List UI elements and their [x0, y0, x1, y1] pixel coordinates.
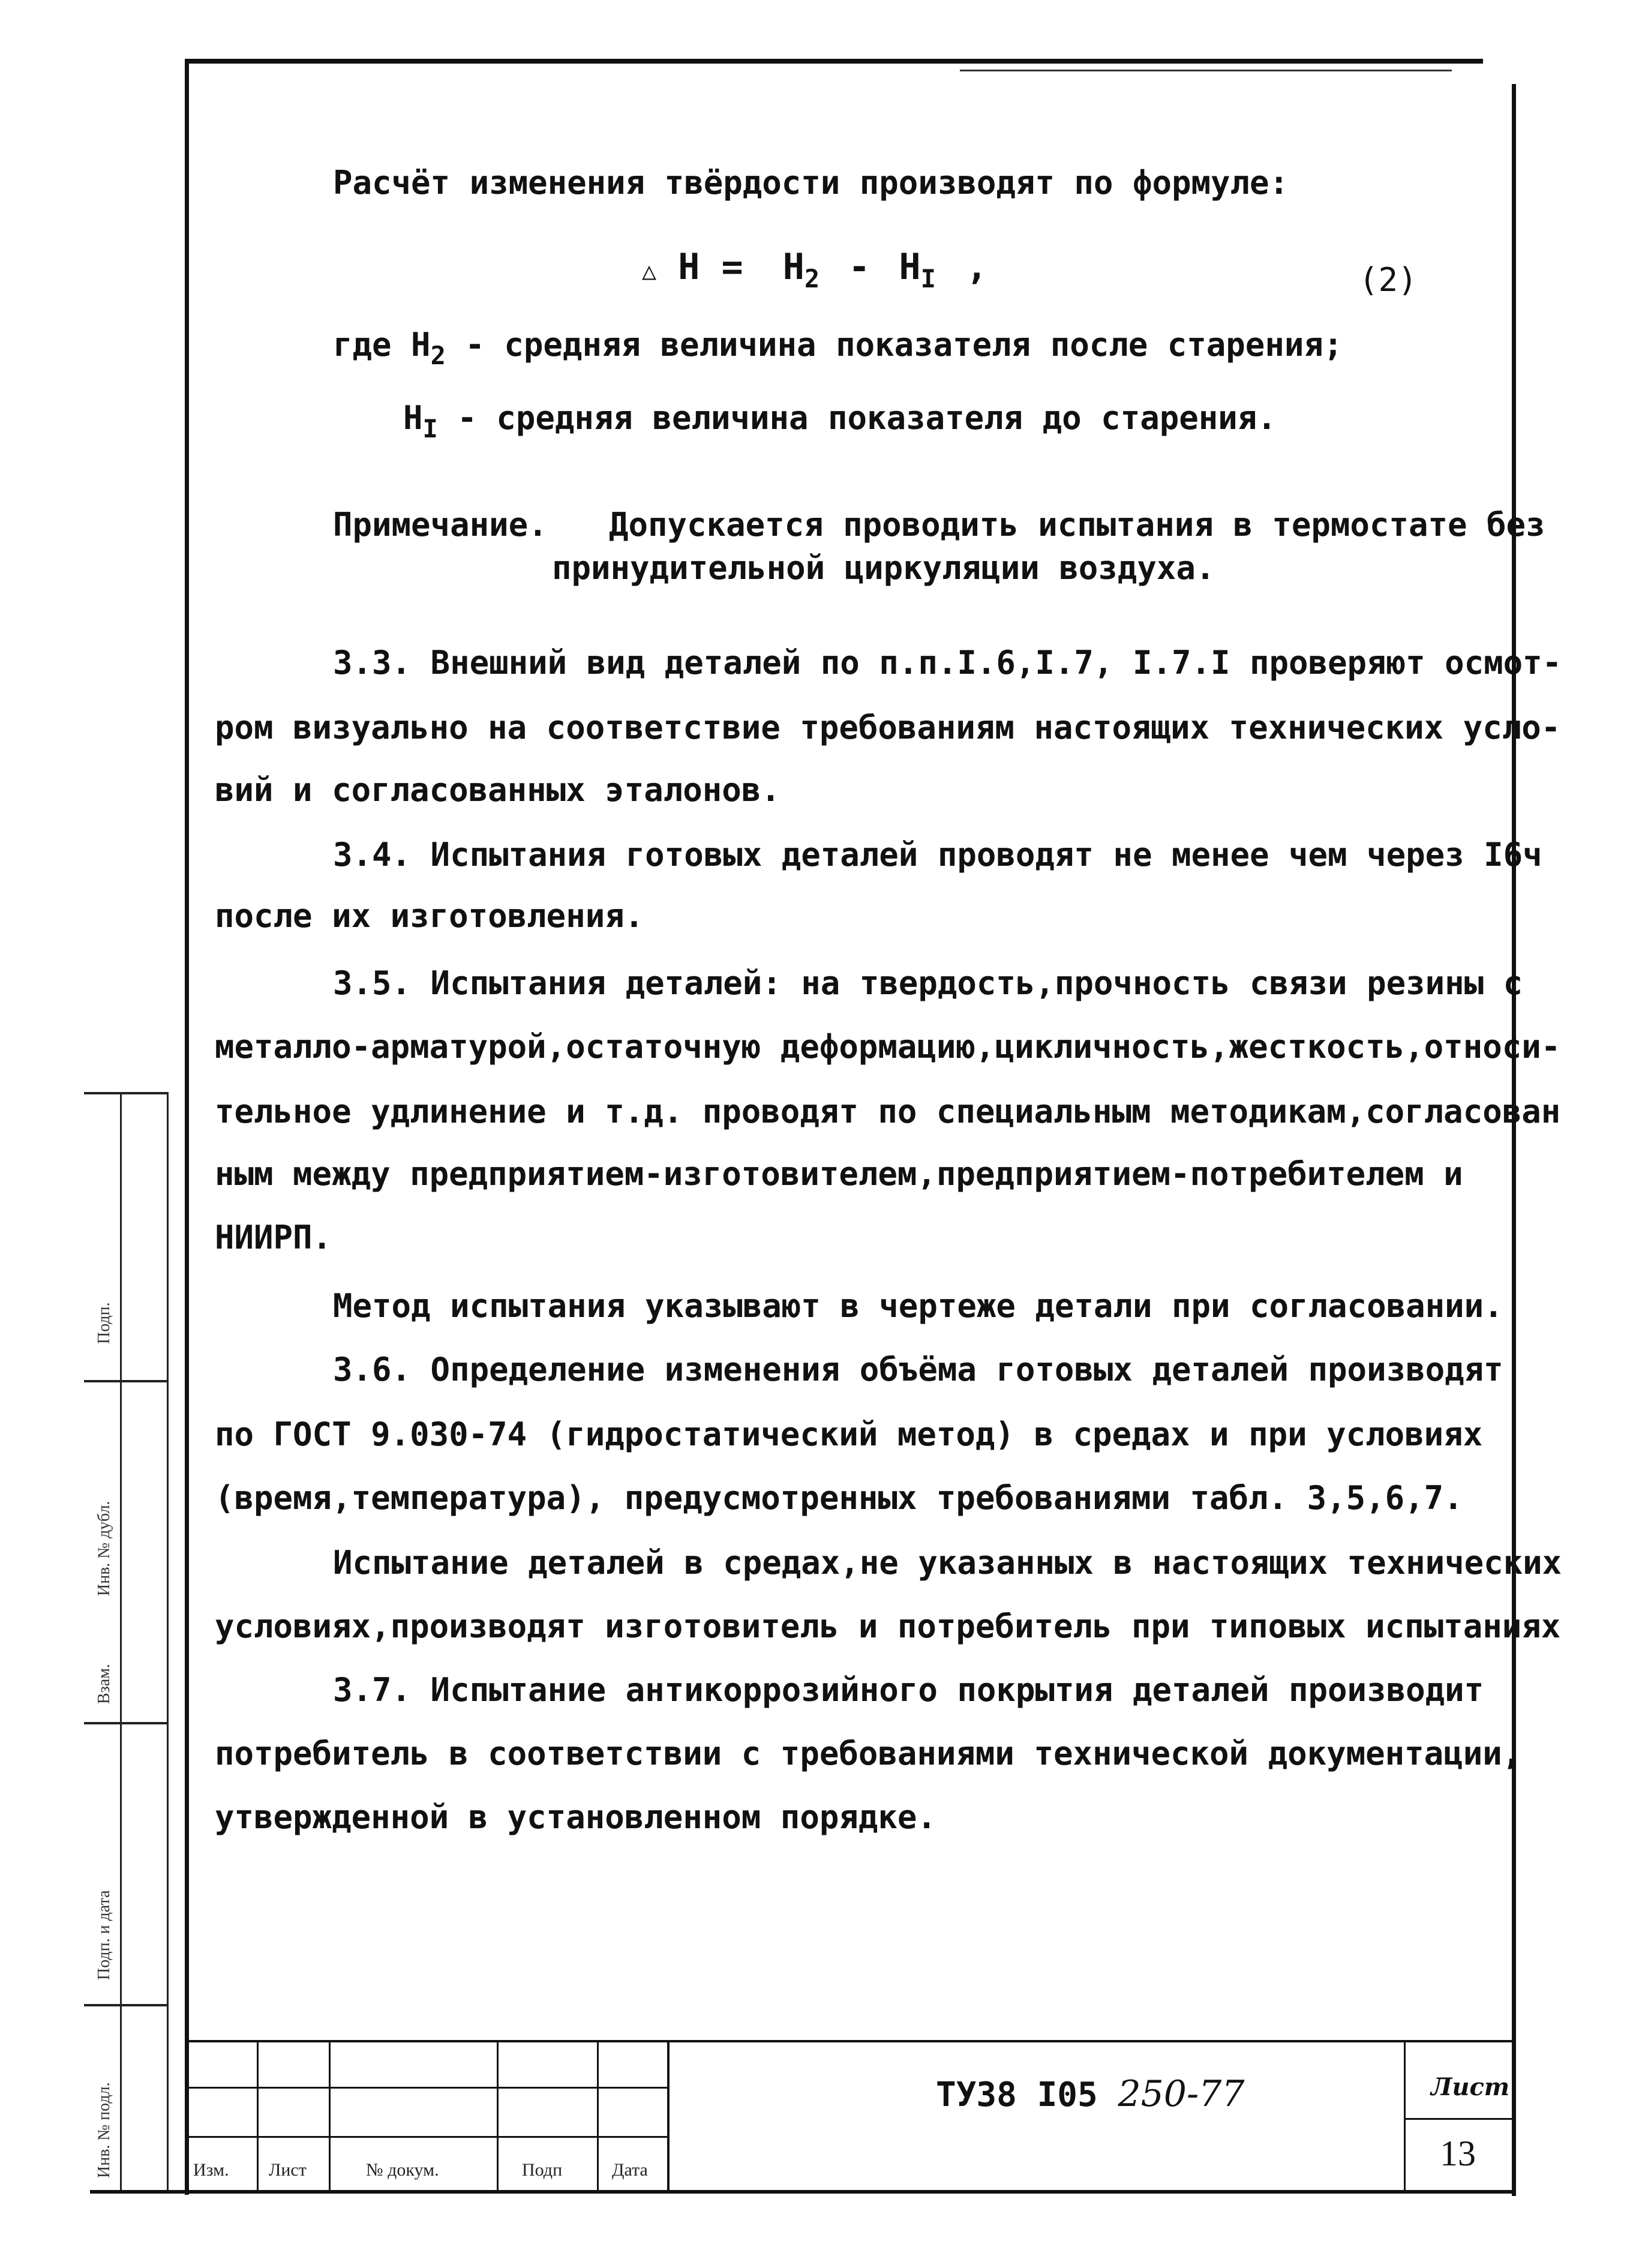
frame-left-border: [185, 59, 189, 2195]
test-line-2: условиях,производят изготовитель и потребитель при типовых испытаниях: [215, 1607, 1561, 1645]
formula-h1: Н: [899, 246, 921, 288]
where-2-prefix: Н: [403, 399, 423, 437]
p37-line-1: 3.7. Испытание антикоррозийного покрытия деталей производит: [333, 1671, 1484, 1709]
col-label-list: Лист: [269, 2160, 307, 2180]
p34-line-2: после их изготовления.: [215, 897, 644, 935]
title-block-col-line: [497, 2040, 499, 2190]
p36-line-3: (время,температура), предусмотренных требованиями табл. 3,5,6,7.: [215, 1479, 1463, 1517]
doc-code-printed: ТУ38 I05: [936, 2075, 1098, 2114]
intro-line: Расчёт изменения твёрдости производят по формуле:: [333, 164, 1289, 202]
p36-line-1: 3.6. Определение изменения объёма готовых деталей производят: [333, 1351, 1503, 1388]
title-block-col-line: [329, 2040, 331, 2190]
sheet-number: 13: [1440, 2134, 1476, 2173]
title-block-col-line: [257, 2040, 259, 2190]
doc-code-handwritten: 250-77: [1118, 2073, 1245, 2115]
title-block-sheet-divider: [1404, 2118, 1516, 2120]
frame-right-border: [1512, 84, 1516, 2196]
margin-label-vzam: Взам.: [95, 1664, 113, 1704]
p35-line-3: тельное удлинение и т.д. проводят по специальным методикам,согласован: [215, 1093, 1561, 1130]
margin-label-podp: Подп.: [95, 1302, 113, 1344]
note-label: Примечание.: [333, 506, 548, 544]
where-2-sub: I: [422, 414, 438, 443]
p35-line-4: ным между предприятием-изготовителем,предприятием-потребителем и: [215, 1155, 1463, 1193]
note-line-1: Допускается проводить испытания в термостате без: [609, 506, 1545, 544]
margin-divider: [84, 1722, 168, 1724]
frame-bottom-border: [90, 2190, 1516, 2194]
margin-divider: [84, 2004, 168, 2006]
sheet-label: Лист: [1431, 2073, 1510, 2101]
p36-line-2: по ГОСТ 9.030-74 (гидростатический метод) в средах и при условиях: [215, 1415, 1483, 1453]
p37-line-2: потребитель в соответствии с требованиями технической документации,: [215, 1735, 1522, 1772]
col-label-data: Дата: [612, 2160, 648, 2180]
p37-line-3: утвержденной в установленном порядке.: [215, 1798, 936, 1836]
col-label-doc: № докум.: [366, 2160, 439, 2180]
margin-divider: [84, 1380, 168, 1382]
method-line: Метод испытания указывают в чертеже детали при согласовании.: [333, 1287, 1503, 1325]
margin-stamp-strip: [84, 1092, 168, 2190]
formula-h2: Н: [782, 246, 805, 288]
margin-label-inv-podl: Инв. № подл.: [95, 2082, 113, 2178]
margin-label-inv-dubl: Инв. № дубл.: [95, 1501, 113, 1596]
p35-line-2: металло-арматурой,остаточную деформацию,цикличность,жесткость,относи-: [215, 1028, 1561, 1066]
margin-vertical-line: [167, 1092, 169, 2190]
p35-line-1: 3.5. Испытания деталей: на твердость,прочность связи резины с: [333, 964, 1523, 1002]
col-label-izm: Изм.: [193, 2160, 229, 2180]
formula-lhs: Н =: [678, 246, 743, 288]
where-line-2: [403, 399, 1277, 443]
title-block-col-line: [1404, 2040, 1406, 2190]
where-1-sub: 2: [430, 341, 446, 370]
formula-number: (2): [1359, 261, 1418, 299]
margin-divider: [84, 1092, 168, 1094]
where-2-text: - средняя величина показателя до старения.: [457, 399, 1277, 437]
p34-line-1: 3.4. Испытания готовых деталей проводят не менее чем через I6ч: [333, 836, 1542, 874]
formula-h1-sub: I: [920, 264, 936, 293]
formula-2: [642, 246, 987, 293]
where-1-text: - средняя величина показателя после старения;: [465, 326, 1343, 364]
p35-line-5: НИИРП.: [215, 1219, 332, 1256]
title-block-row-line: [187, 2087, 667, 2089]
note-line-2: принудительной циркуляции воздуха.: [552, 549, 1215, 587]
margin-vertical-line: [120, 1092, 122, 2190]
title-block-row-line: [187, 2136, 667, 2138]
delta-icon: △: [642, 257, 657, 285]
p33-line-1: 3.3. Внешний вид деталей по п.п.I.6,I.7, I.7.I проверяют осмот-: [333, 644, 1562, 682]
test-line-1: Испытание деталей в средах,не указанных в настоящих технических: [333, 1544, 1562, 1582]
where-line-1: [333, 326, 1343, 370]
document-code: [936, 2073, 1245, 2115]
frame-top-thin-line: [960, 70, 1452, 71]
formula-minus: -: [848, 246, 870, 288]
p33-line-3: вий и согласованных эталонов.: [215, 771, 781, 809]
margin-label-podp-data: Подп. и дата: [95, 1890, 113, 1980]
formula-comma: ,: [966, 246, 988, 288]
where-1-prefix: где Н: [333, 326, 431, 364]
p33-line-2: ром визуально на соответствие требованиям настоящих технических усло-: [215, 709, 1561, 746]
formula-h2-sub: 2: [804, 264, 820, 293]
frame-top-border: [187, 59, 1483, 64]
title-block-col-line: [597, 2040, 599, 2190]
title-block-top-line: [187, 2040, 1516, 2042]
title-block-col-line: [667, 2040, 670, 2190]
col-label-podp: Подп: [522, 2160, 563, 2180]
